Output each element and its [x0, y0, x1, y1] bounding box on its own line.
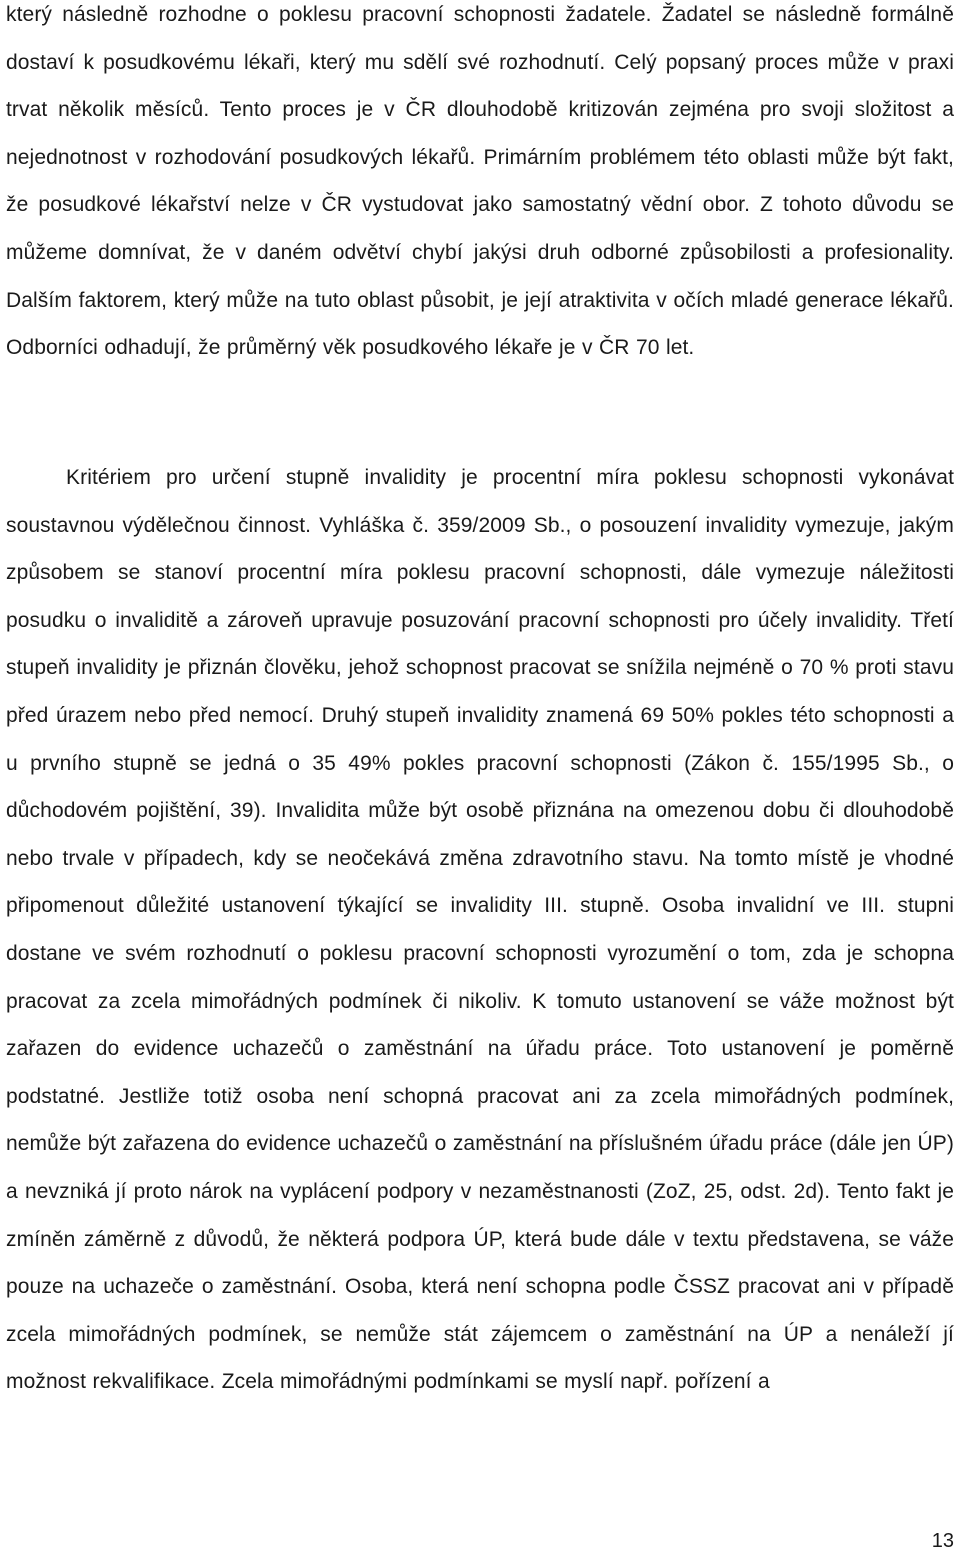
page-number: 13: [931, 1530, 954, 1552]
body-paragraph-1: který následně rozhodne o poklesu pracovní schopnosti žadatele. Žadatel se následně formálně dostaví k posudkovému lékaři, který mu sdělí své rozhodnutí. Celý popsaný proces může v praxi trvat několik měsíců. Tento proces je v ČR dlouhodobě kritizován zejména pro svoji složitost a nejednotnost v rozhodování posudkových lékařů. Primárním problémem této oblasti může být fakt, že posudkové lékařství nelze v ČR vystudovat jako samostatný vědní obor. Z tohoto důvodu se můžeme domnívat, že v daném odvětví chybí jakýsi druh odborné způsobilosti a profesionality. Dalším faktorem, který může na tuto oblast působit, je její atraktivita v očích mladé generace lékařů. Odborníci odhadují, že průměrný věk posudkového lékaře je v ČR 70 let.: [6, 3, 954, 360]
body-paragraph-2: Kritériem pro určení stupně invalidity je procentní míra poklesu schopnosti vykonávat soustavnou výdělečnou činnost. Vyhláška č. 359/2009 Sb., o posouzení invalidity vymezuje, jakým způsobem se stanoví procentní míra poklesu pracovní schopnosti, dále vymezuje náležitosti posudku o invaliditě a zároveň upravuje posuzování pracovní schopnosti pro účely invalidity. Třetí stupeň invalidity je přiznán člověku, jehož schopnost pracovat se snížila nejméně o 70 % proti stavu před úrazem nebo před nemocí. Druhý stupeň invalidity znamená 69 50% pokles této schopnosti a u prvního stupně se jedná o 35 49% pokles pracovní schopnosti (Zákon č. 155/1995 Sb., o důchodovém pojištění, 39). Invalidita může být osobě přiznána na omezenou dobu či dlouhodobě nebo trvale v případech, kdy se neočekává změna zdravotního stavu. Na tomto místě je vhodné připomenout důležité ustanovení týkající se invalidity III. stupně. Osoba invalidní ve III. stupni dostane ve svém rozhodnutí o poklesu pracovní schopnosti vyrozumění o tom, zda je schopna pracovat za zcela mimořádných podmínek či nikoliv. K tomuto ustanovení se váže možnost být zařazen do evidence uchazečů o zaměstnání na úřadu práce. Toto ustanovení je poměrně podstatné. Jestliže totiž osoba není schopná pracovat ani za zcela mimořádných podmínek, nemůže být zařazena do evidence uchazečů o zaměstnání na příslušném úřadu práce (dále jen ÚP) a nevzniká jí proto nárok na vyplácení podpory v nezaměstnanosti (ZoZ, 25, odst. 2d). Tento fakt je zmíněn záměrně z důvodů, že některá podpora ÚP, která bude dále v textu představena, se váže pouze na uchazeče o zaměstnání. Osoba, která není schopna podle ČSSZ pracovat ani v případě zcela mimořádných podmínek, se nemůže stát zájemcem o zaměstnání na ÚP a nenáleží jí možnost rekvalifikace. Zcela mimořádnými podmínkami se myslí např. pořízení a: [6, 466, 954, 1394]
